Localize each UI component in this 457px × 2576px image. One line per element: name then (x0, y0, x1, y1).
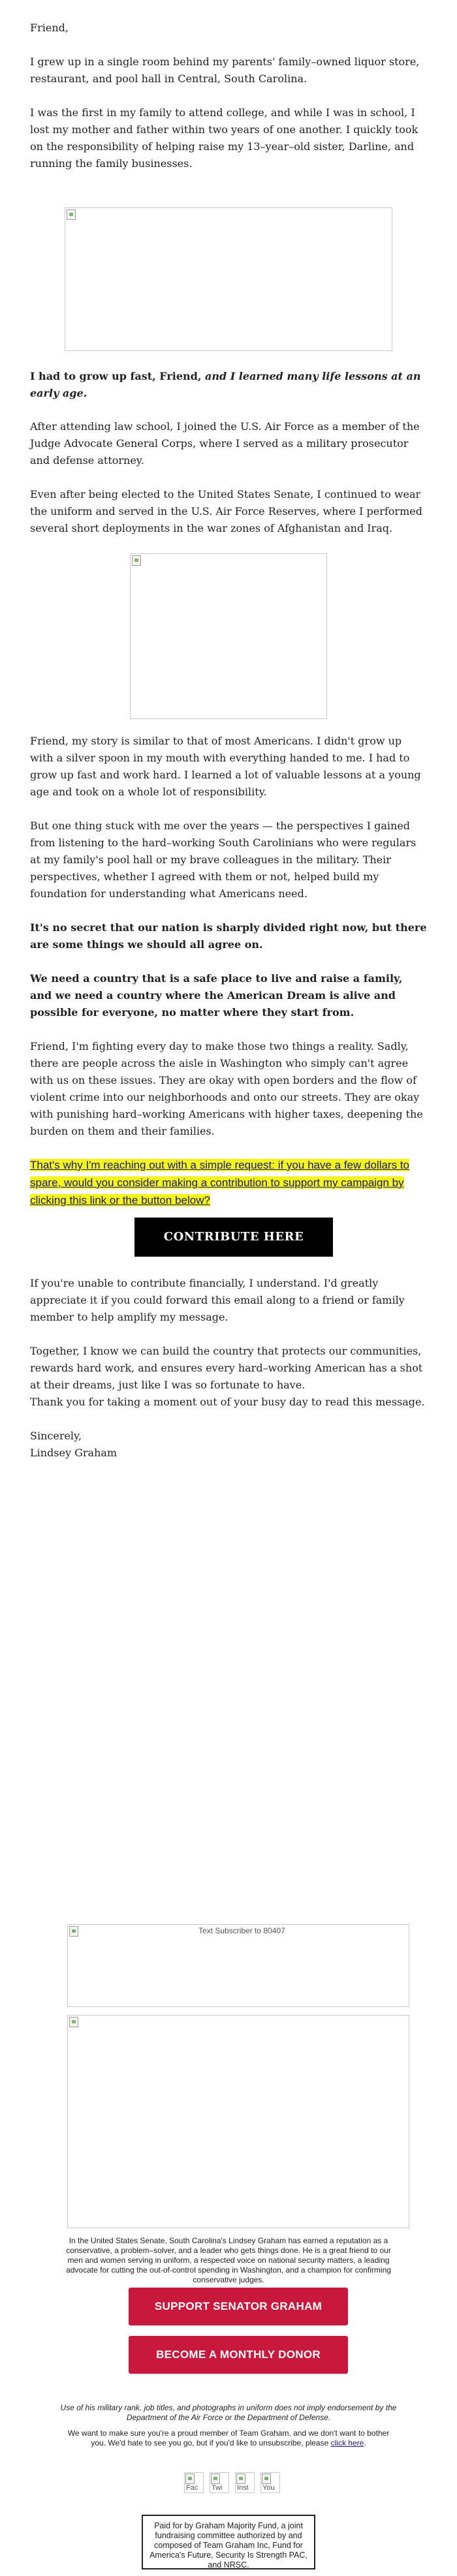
salutation: Friend, (30, 22, 69, 34)
unsubscribe-link[interactable]: click here (330, 2438, 364, 2447)
contribute-link[interactable]: That's why I'm reaching out with a simple request: if you have a few dollars to spare, would you consider making a contribution to support my campaign by clicking this link or the button below? (30, 1159, 409, 1206)
broken-image-icon (67, 209, 76, 220)
unsubscribe-text: We want to make sure you're a proud member of Team Graham, and we don't want to bother you. We'd hate to see you go, but if you'd like to unsubscribe, please click here. (67, 2429, 390, 2447)
sms-subscribe-image[interactable] (67, 1924, 409, 2007)
paragraph-9: We need a country that is a safe place to live and raise a family, and we need a country where the American Dream is alive and possible for everyone, no matter where they start from. (30, 972, 403, 1019)
cta-paragraph (30, 1156, 427, 1209)
paragraph-12: Together, I know we can build the country that protects our communities, rewards hard work, and ensures every hard–working American has a shot at their dreams, just like I was so fortunate to have. (30, 1345, 423, 1391)
monthly-donor-button[interactable]: BECOME A MONTHLY DONOR (129, 2336, 348, 2374)
broken-image-icon (69, 1926, 78, 1937)
paragraph-10: Friend, I'm fighting every day to make those two things a reality. Sadly, there are people across the aisle in Washington who simply can't agree with us on these issues. They are okay with open borders and the flow of violent crime into our neighborhoods and onto our streets. They are okay with punishing hard–working Americans with higher taxes, deepening the burden on them and their families. (30, 1040, 423, 1137)
signature: Lindsey Graham (30, 1447, 118, 1459)
broken-image-icon (132, 555, 141, 566)
paragraph-1: I grew up in a single room behind my parents' family–owned liquor store, restaurant, and pool hall in Central, South Carolina. (30, 55, 420, 85)
paragraph-5: Even after being elected to the United States Senate, I continued to wear the uniform and served in the U.S. Air Force Reserves, where I performed several short deployments in the war zones of Afghanistan and Iraq. (30, 488, 422, 534)
twitter-icon[interactable]: Twi (210, 2472, 229, 2493)
military-photo (130, 553, 327, 719)
family-photo (65, 207, 392, 351)
paid-for-disclaimer: Paid for by Graham Majority Fund, a joint fundraising committee authorized by and composed of Team Graham Inc, Fund for America's Future, Security Is Strength PAC, and NRSC. (142, 2515, 315, 2569)
paragraph-8: It's no secret that our nation is sharply divided right now, but there are some things we should all agree on. (30, 921, 427, 951)
banner-image (67, 2015, 409, 2228)
paragraph-11: If you're unable to contribute financially, I understand. I'd greatly appreciate it if you could forward this email along to a friend or family member to help amplify my message. (30, 1277, 405, 1323)
paragraph-13: Thank you for taking a moment out of your busy day to read this message. (30, 1396, 425, 1408)
paragraph-6: Friend, my story is similar to that of most Americans. I didn't grow up with a silver spoon in my mouth with everything handed to me. I had to grow up fast and work hard. I learned a lot of valuable lessons at a young age and took on a whole lot of responsibility. (30, 735, 421, 798)
youtube-icon[interactable]: You (260, 2472, 280, 2493)
sms-image-alt: Text Subscriber to 80407 (198, 1926, 285, 1935)
paragraph-4: After attending law school, I joined the U.S. Air Force as a member of the Judge Advocate General Corps, where I served as a military prosecutor and defense attorney. (30, 420, 420, 467)
paragraph-2: I was the first in my family to attend college, and while I was in school, I lost my mother and father within two years of one another. I quickly took on the responsibility of helping raise my 13–year–old sister, Darline, and running the family businesses. (30, 106, 418, 170)
paragraph-7: But one thing stuck with me over the years — the perspectives I gained from listening to the hard–working South Carolinians who were regulars at my family's pool hall or my brave colleagues in the military. Their perspectives, whether I agreed with them or not, helped build my foundation for understanding what Americans need. (30, 820, 417, 900)
broken-image-icon (69, 2017, 78, 2027)
support-senator-button[interactable]: SUPPORT SENATOR GRAHAM (129, 2288, 348, 2325)
contribute-button[interactable]: CONTRIBUTE HERE (134, 1218, 333, 1257)
disclaimer-text: Use of his military rank, job titles, and photographs in uniform does not imply endorsement by the Department of the Air Force or the Department of Defense. (60, 2403, 397, 2422)
bio-text: In the United States Senate, South Carolina's Lindsey Graham has earned a reputation as a conservative, a problem–solver, and a leader who gets things done. He is a great friend to our men and women serving in uniform, a respected voice on national security matters, a leading advocate for cutting the out-of-control spending in Washington, and a champion for confirming conservative judges. (66, 2236, 391, 2284)
instagram-icon[interactable]: Inst (235, 2472, 255, 2493)
sign-off: Sincerely, Lindsey Graham (30, 1428, 427, 1462)
facebook-icon[interactable]: Fac (184, 2472, 204, 2493)
paragraph-3: I had to grow up fast, Friend, and I learned many life lessons at an early age. (30, 370, 421, 399)
